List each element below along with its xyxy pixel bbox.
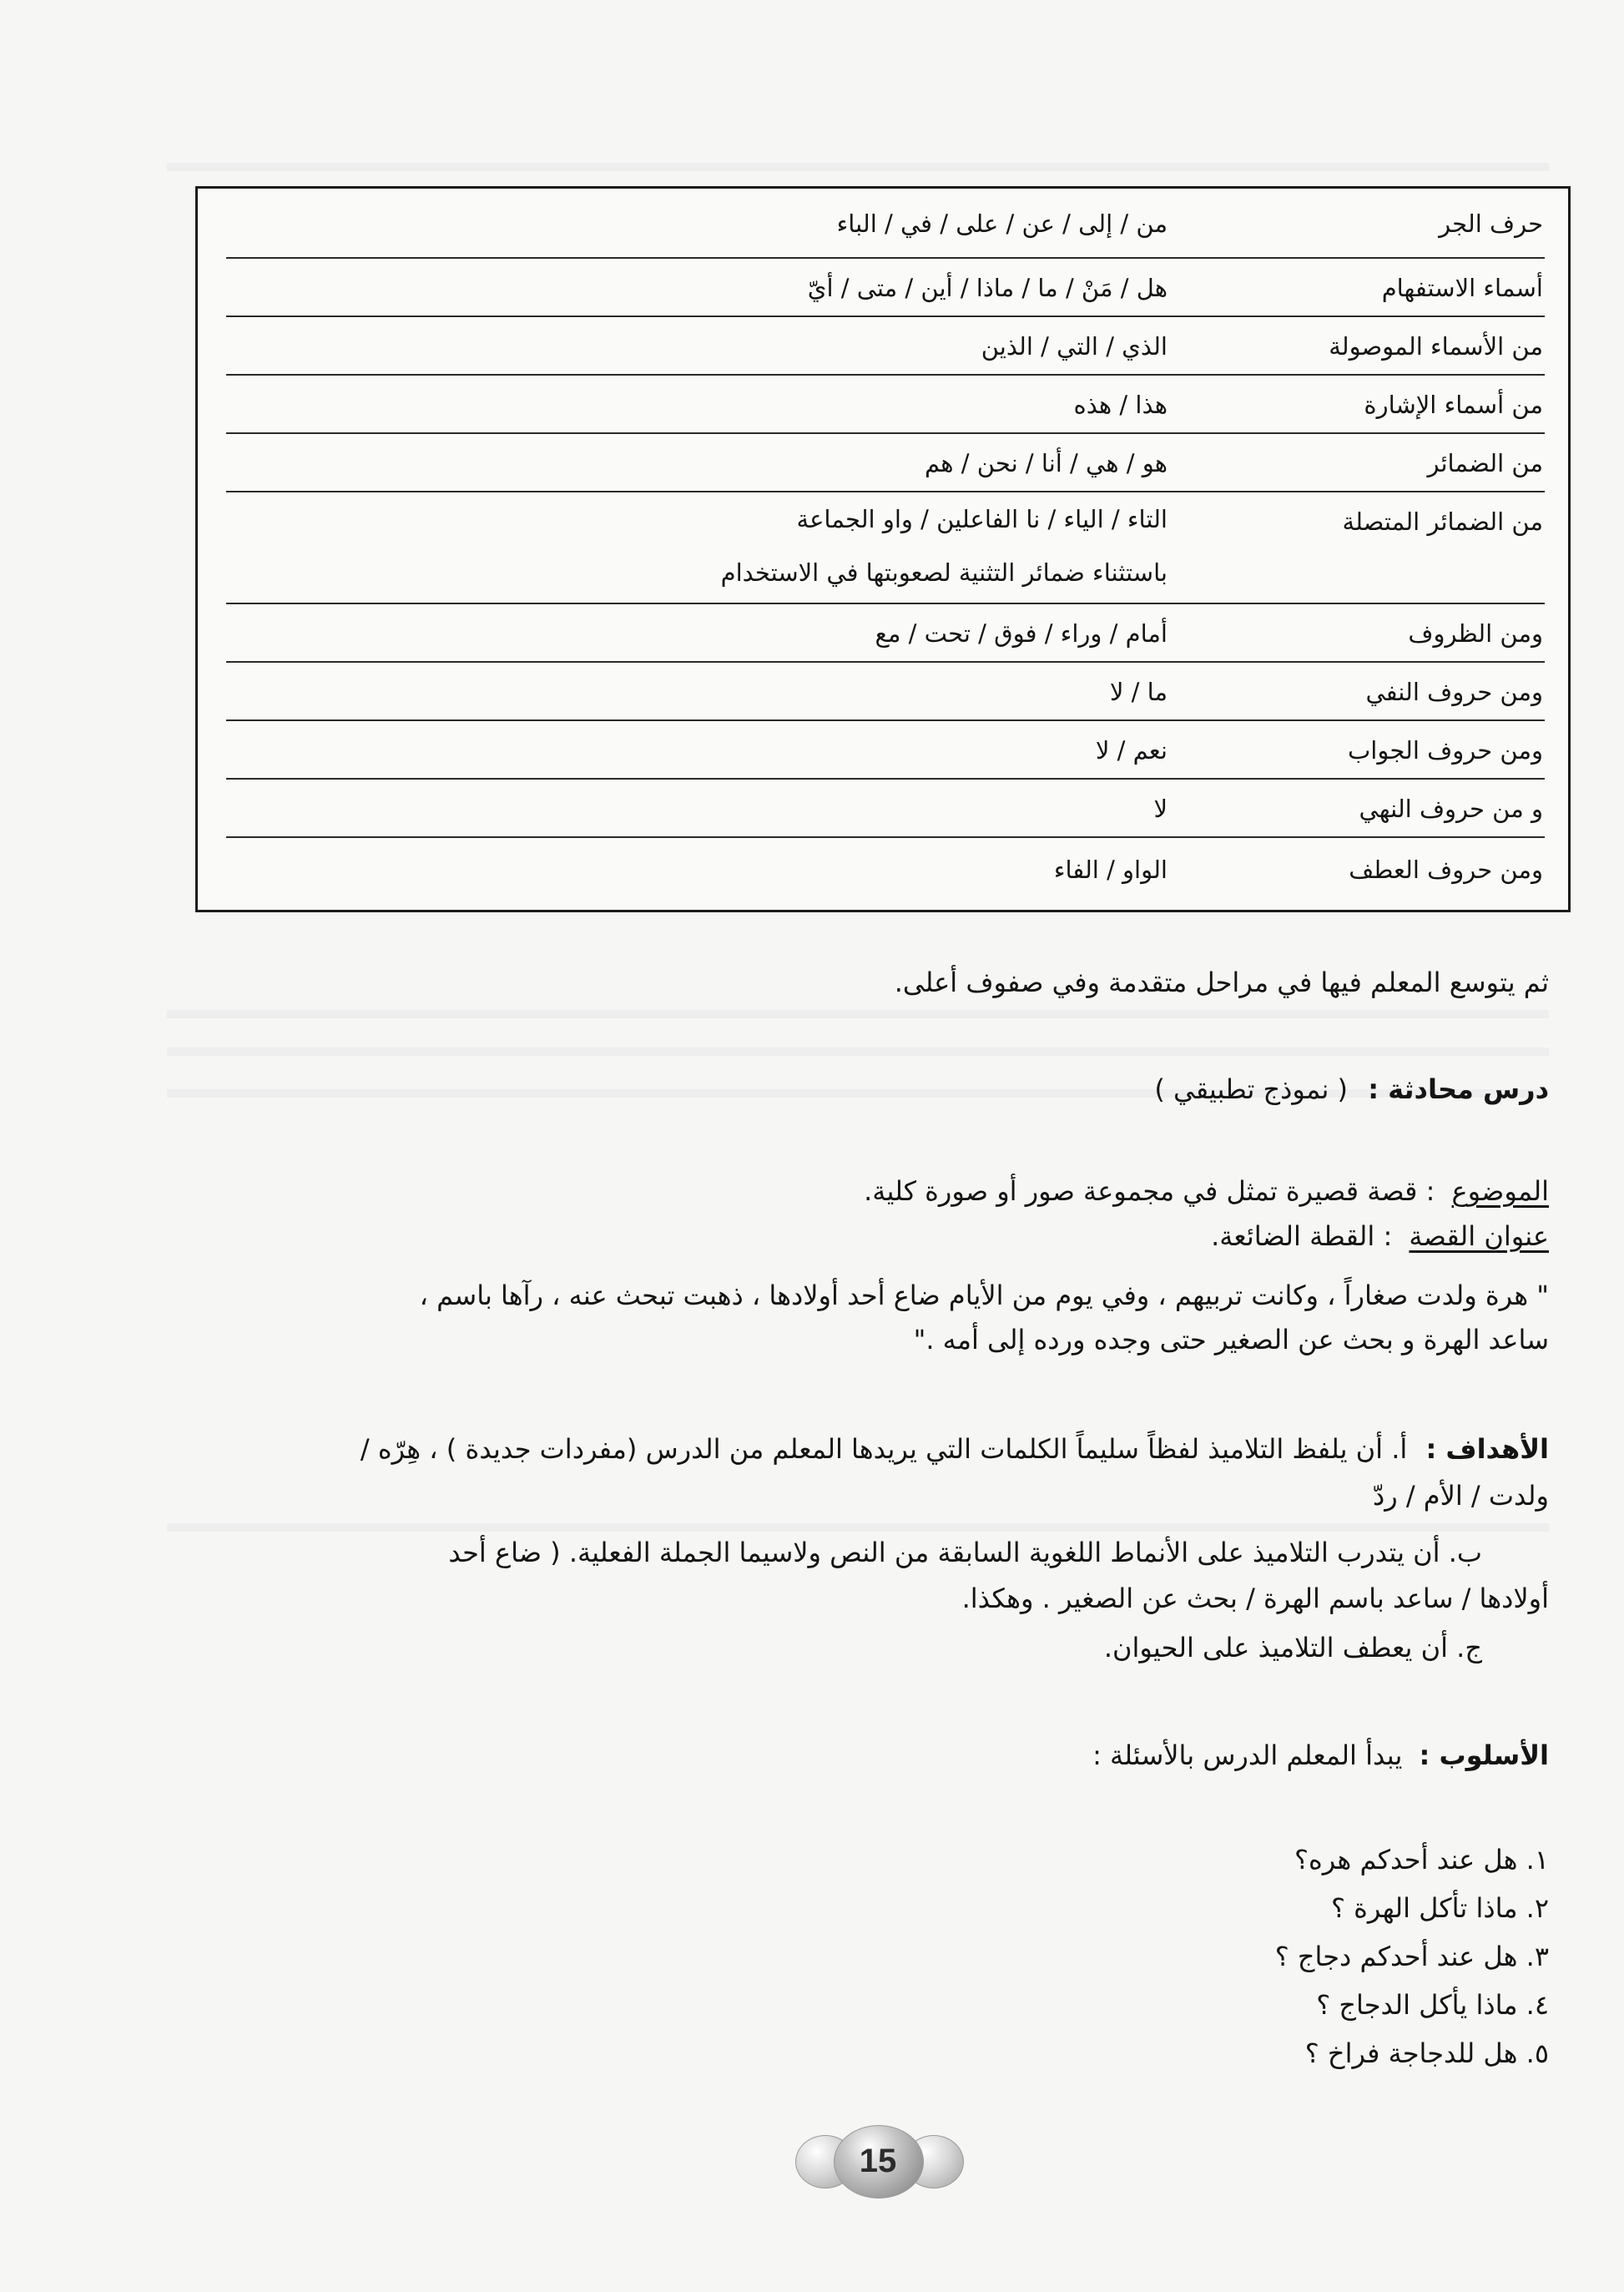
story-line: ساعد الهرة و بحث عن الصغير حتى وجده ورده إلى أمه ." bbox=[913, 1324, 1549, 1356]
table-row bbox=[198, 434, 1568, 492]
bleed-through-line bbox=[167, 1523, 1549, 1532]
row-label: ومن حروف العطف bbox=[1349, 856, 1543, 884]
row-label: من الضمائر المتصلة bbox=[1342, 507, 1543, 536]
lesson-title-note: ( نموذج تطبيقي ) bbox=[1154, 1073, 1349, 1105]
row-label: من أسماء الإشارة bbox=[1364, 391, 1543, 419]
question-item: ١. هل عند أحدكم هره؟ bbox=[1294, 1844, 1549, 1876]
row-label: ومن الظروف bbox=[1408, 619, 1543, 648]
lesson-heading bbox=[1154, 1071, 1549, 1108]
question-item: ٤. ماذا يأكل الدجاج ؟ bbox=[1316, 1989, 1549, 2021]
row-label: أسماء الاستفهام bbox=[1381, 274, 1543, 302]
table-row bbox=[198, 721, 1568, 780]
table-row bbox=[198, 376, 1568, 434]
table-row bbox=[198, 604, 1568, 663]
page-number-badge bbox=[795, 2125, 1004, 2192]
topic-line bbox=[864, 1173, 1549, 1209]
method-label: الأسلوب : bbox=[1419, 1739, 1549, 1771]
table-row bbox=[198, 259, 1568, 317]
table-row bbox=[198, 189, 1568, 259]
grammar-table bbox=[195, 186, 1571, 912]
row-label: من الأسماء الموصولة bbox=[1329, 332, 1543, 361]
table-row bbox=[198, 838, 1568, 905]
story-line: " هرة ولدت صغاراً ، وكانت تربيهم ، وفي يوم من الأيام ضاع أحد أولادها ، ذهبت تبحث عنه ، رآها باسم ، bbox=[419, 1280, 1549, 1311]
topic-label: الموضوع bbox=[1451, 1175, 1549, 1207]
row-value: هذا / هذه bbox=[1073, 391, 1168, 419]
row-value: الواو / الفاء bbox=[1053, 856, 1168, 884]
row-value: نعم / لا bbox=[1095, 736, 1168, 765]
row-value bbox=[241, 492, 1168, 599]
method-text: يبدأ المعلم الدرس بالأسئلة : bbox=[1092, 1739, 1403, 1771]
row-value: ما / لا bbox=[1109, 678, 1168, 706]
after-table-text: ثم يتوسع المعلم فيها في مراحل متقدمة وفي صفوف أعلى. bbox=[894, 967, 1549, 998]
row-value-note: باستثناء ضمائر التثنية لصعوبتها في الاستخدام bbox=[720, 558, 1168, 587]
goal-b-line: ب. أن يتدرب التلاميذ على الأنماط اللغوية السابقة من النص ولاسيما الجملة الفعلية. ( ضاع أحد bbox=[448, 1537, 1482, 1568]
bleed-through-line bbox=[167, 163, 1549, 171]
row-label: من الضمائر bbox=[1427, 449, 1543, 477]
row-value: هو / هي / أنا / نحن / هم bbox=[925, 449, 1168, 477]
row-value-line: التاء / الياء / نا الفاعلين / واو الجماعة bbox=[796, 505, 1168, 533]
table-row bbox=[198, 492, 1568, 604]
goals-label: الأهداف : bbox=[1425, 1433, 1549, 1465]
goal-a-continuation: ولدت / الأم / ردّ bbox=[1372, 1480, 1549, 1512]
table-row bbox=[198, 780, 1568, 838]
method-line bbox=[1092, 1737, 1549, 1774]
goal-a-line bbox=[361, 1431, 1549, 1467]
story-title-label: عنوان القصة bbox=[1409, 1220, 1549, 1252]
bleed-through-line bbox=[167, 1048, 1549, 1056]
row-label: ومن حروف الجواب bbox=[1348, 736, 1543, 765]
goal-b-continuation: أولادها / ساعد باسم الهرة / بحث عن الصغير . وهكذا. bbox=[961, 1583, 1549, 1614]
question-item: ٣. هل عند أحدكم دجاج ؟ bbox=[1274, 1941, 1549, 1972]
question-item: ٥. هل للدجاجة فراخ ؟ bbox=[1304, 2037, 1549, 2069]
row-value: من / إلى / عن / على / في / الباء bbox=[836, 210, 1168, 238]
row-label: و من حروف النهي bbox=[1359, 795, 1543, 823]
row-value: لا bbox=[1153, 795, 1168, 823]
lesson-title-label: درس محادثة : bbox=[1368, 1073, 1549, 1105]
table-row bbox=[198, 663, 1568, 721]
question-item: ٢. ماذا تأكل الهرة ؟ bbox=[1331, 1892, 1549, 1924]
goal-a-text: أ. أن يلفظ التلاميذ لفظاً سليماً الكلمات التي يريدها المعلم من الدرس (مفردات جديدة ) ، هِرّه / bbox=[360, 1433, 1408, 1465]
topic-text: : قصة قصيرة تمثل في مجموعة صور أو صورة كلية. bbox=[864, 1175, 1435, 1207]
row-value: الذي / التي / الذين bbox=[981, 332, 1168, 361]
row-label: ومن حروف النفي bbox=[1365, 678, 1543, 706]
row-value: هل / مَنْ / ما / ماذا / أين / متى / أيّ bbox=[807, 274, 1168, 302]
story-title-text: : القطة الضائعة. bbox=[1211, 1220, 1393, 1252]
row-label: حرف الجر bbox=[1439, 210, 1543, 238]
row-value: أمام / وراء / فوق / تحت / مع bbox=[875, 619, 1168, 648]
page-number: 15 bbox=[859, 2143, 897, 2179]
table-row bbox=[198, 317, 1568, 376]
goal-c-line: ج. أن يعطف التلاميذ على الحيوان. bbox=[1103, 1632, 1482, 1663]
story-title-line bbox=[1211, 1218, 1549, 1255]
bleed-through-line bbox=[167, 1010, 1549, 1018]
